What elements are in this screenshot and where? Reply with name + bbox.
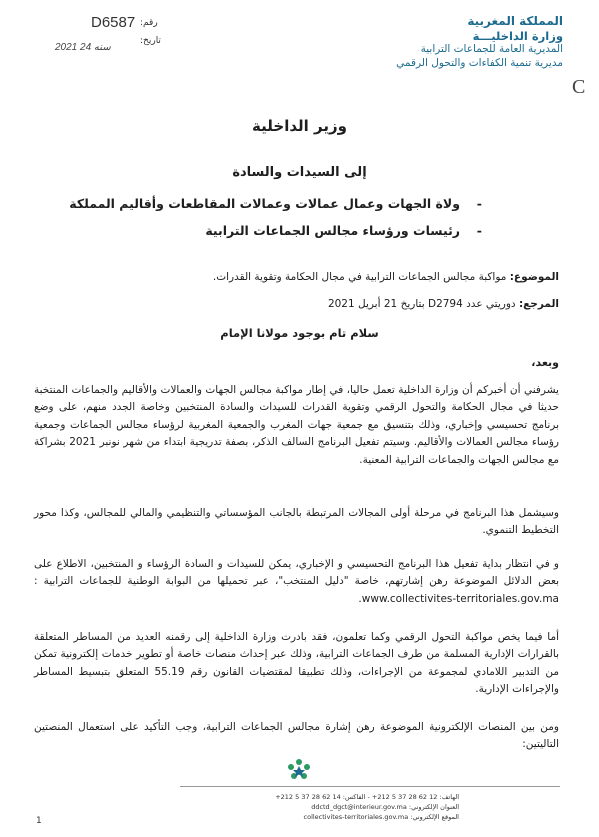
reference-label: المرجع: (518, 298, 559, 310)
letterhead-directorate-general: المديرية العامة للجماعات الترابية (420, 43, 563, 56)
footer-phone-fax: الهاتف: 12 62 28 37 5 212+ - الفاكس: 14 62 28 37 5 212+ (275, 793, 459, 801)
letterhead-directorate: مديرية تنمية الكفاءات والتحول الرقمي (396, 56, 563, 69)
recipient-list (69, 194, 482, 248)
recipient-item: -ولاة الجهات وعمال عمالات وعمالات المقاطعات وأقاليم المملكة (69, 196, 482, 211)
reference-number: D6587 (91, 14, 136, 31)
ministry-logo-icon (284, 757, 314, 785)
addressee-heading: إلى السيدات والسادة (232, 165, 367, 180)
page-number: 1 (36, 816, 42, 826)
handwritten-date: 2021 ﺳﻨﻪ 24 (55, 42, 111, 53)
reference-line (34, 296, 559, 313)
recipient-item: -رئيسات ورؤساء مجالس الجماعات الترابية (205, 223, 482, 238)
footer-email: العنوان الإلكتروني: ddctd_dgct@interieur.gov.ma (311, 803, 459, 811)
recipient-text: ولاة الجهات وعمال عمالات وعمالات المقاطعات وأقاليم المملكة (69, 196, 460, 211)
subject-label: الموضوع: (509, 271, 559, 283)
margin-handwritten-mark: C (572, 76, 586, 98)
reference-box (55, 12, 175, 62)
subject-line (34, 269, 559, 286)
sender-title: وزير الداخلية (252, 117, 347, 135)
body-paragraph: ومن بين المنصات الإلكترونية الموضوعة رهن إشارة مجالس الجماعات الترابية، وجب التأكيد على استعمال المنصتين التاليتين: (34, 721, 559, 751)
letterhead-kingdom: المملكة المغربية (467, 14, 563, 28)
footer-contact (139, 792, 459, 822)
date-label: تاريخ: (140, 36, 161, 46)
body-paragraph: أما فيما يخص مواكبة التحول الرقمي وكما تعلمون، فقد بادرت وزارة الداخلية إلى رقمنه العديد من المساطر المتعلقة بالقرارات الإدارية المسلمة من طرف الجماعات الترابية، وذلك عبر إحداث منصات خاصة أو تطوير خدمات إلكترونية تمكن من التدبير اللامادي لمجموعة من الإجراءات، وذلك تطبيقا لمقتضيات القانون رقم 55.19 المتعلق بتبسيط المساطر والإجراءات الإدارية. (34, 631, 559, 696)
body-paragraph: وسيشمل هذا البرنامج في مرحلة أولى المجالات المرتبطة بالجانب المؤسساتي والتنظيمي والمالي للمجالس، وكذا محور التخطيط التنموي. (34, 507, 559, 537)
recipient-text: رئيسات ورؤساء مجالس الجماعات الترابية (205, 223, 460, 238)
body-paragraph: و في انتظار بداية تفعيل هذا البرنامج التحسيسي و الإخباري، يمكن للسيدات و السادة الرؤساء و المنتخبين، الاطلاع على بعض الدلائل الموضوعة رهن إشارتهم، خاصة "دليل المنتخب"، عبر تحميلها من البوابة الوطنية للجماعات الترابية : www.collectivites-territoriales.gov.ma. (34, 558, 559, 605)
letterhead-ministry: وزارة الداخليـــة (472, 29, 563, 43)
letterhead (343, 14, 563, 70)
footer-divider (180, 786, 560, 787)
reference-text: دوريتي عدد D2794 بتاريخ 21 أبريل 2021 (327, 298, 516, 310)
salutation: سلام تام بوجود مولانا الإمام (220, 326, 379, 340)
body-paragraph: يشرفني أن أخبركم أن وزارة الداخلية تعمل حاليا، في إطار مواكبة مجالس الجهات والعمالات والأقاليم والجماعات المنتخبة حديثا في مجال الحكامة والتحول الرقمي وتقوية القدرات للسيدات والسادة المنتخبين وخاصة الجدد منهم، على وضع برنامج تحسيسي وإخباري، وذلك بتنسيق مع جمعية جهات المغرب والجمعية المغربية لرؤساء مجالس الجماعات وجمعية رؤساء مجالس العمالات والأقاليم. وسيتم تفعيل البرنامج السالف الذكر، بصفة تدريجية ابتداء من شهر نونبر 2021 بشراكة مع مجالس الجهات والجماعات الترابية المعنية. (34, 384, 559, 466)
reference-number-label: رقم: (140, 18, 158, 28)
footer-website: الموقع الإلكتروني: collectivites-territoriales.gov.ma (303, 813, 459, 821)
subject-text: مواكبة مجالس الجماعات الترابية في مجال الحكامة وتقوية القدرات. (212, 271, 507, 283)
opening-word: وبعد، (531, 356, 559, 369)
